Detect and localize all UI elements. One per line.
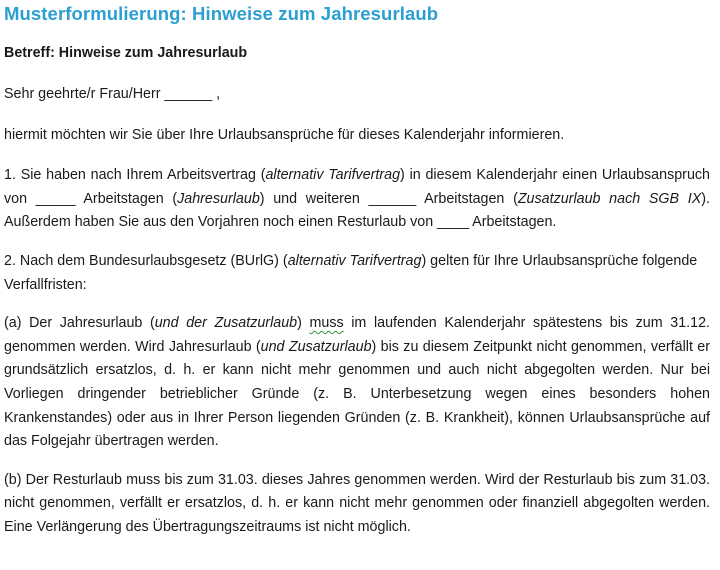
grammar-squiggle-muss: muss bbox=[309, 315, 344, 332]
intro-paragraph: hiermit möchten wir Sie über Ihre Urlaubsansprüche für dieses Kalenderjahr informieren. bbox=[4, 126, 565, 143]
paragraph-point-2 bbox=[4, 250, 710, 297]
sub-a-text-g: ) bis zu diesem Zeitpunkt nicht genommen, verfällt er grundsätzlich ersatzlos, d. h. er kann nicht mehr genommen und auch nicht abgegolten werden. Nur bei Vorliegen dringender betrieblicher Gründe (z. B. Unterbesetzung wegen eines besonders hohen Krankenstandes) oder aus in Ihrer Person liegenden Gründen (z. B. Krankheit), können Urlaubsansprüche auf das Folgejahr übertragen werden. bbox=[4, 338, 711, 450]
paragraph-sub-a bbox=[4, 312, 710, 454]
document-page bbox=[4, 0, 710, 540]
point-2-italic-contract: alternativ Tarifvertrag bbox=[287, 252, 422, 269]
sub-a-italic-additional-leave-2: und Zusatzurlaub bbox=[260, 338, 372, 355]
document-title: Musterformulierung: Hinweise zum Jahresurlaub bbox=[4, 3, 439, 24]
point-1-italic-contract: alternativ Tarifvertrag bbox=[265, 167, 401, 184]
sub-a-text-a: (a) Der Jahresurlaub ( bbox=[4, 315, 155, 332]
sub-a-text-c: ) bbox=[297, 315, 310, 332]
point-1-text-g: ). Außerdem haben Sie aus den Vorjahren noch einen Resturlaub von ____ Arbeitstagen. bbox=[4, 190, 710, 231]
paragraph-point-1 bbox=[4, 164, 710, 235]
point-1-text-c: ) in diesem Kalenderjahr einen Urlaubsanspruch von _____ Arbeitstagen ( bbox=[4, 167, 710, 207]
sub-a-text-e: im laufenden Kalenderjahr spätestens bis zum 31.12. genommen werden. Wird Jahresurlaub ( bbox=[4, 315, 711, 355]
sub-a-italic-additional-leave: und der Zusatzurlaub bbox=[154, 315, 298, 332]
subject-line: Betreff: Hinweise zum Jahresurlaub bbox=[4, 45, 248, 61]
point-1-text-a: 1. Sie haben nach Ihrem Arbeitsvertrag ( bbox=[4, 167, 266, 184]
point-2-text-a: 2. Nach dem Bundesurlaubsgesetz (BUrlG) ( bbox=[4, 252, 288, 269]
point-2-text-c: ) gelten für Ihre Urlaubsansprüche folgende Verfallfristen: bbox=[4, 252, 698, 293]
salutation: Sehr geehrte/r Frau/Herr ______ , bbox=[4, 86, 221, 102]
point-1-italic-annual-leave: Jahresurlaub bbox=[177, 190, 260, 207]
paragraph-sub-b: (b) Der Resturlaub muss bis zum 31.03. dieses Jahres genommen werden. Wird der Resturlaub bis zum 31.03. nicht genommen, verfällt er ersatzlos, d. h. er kann nicht mehr genommen oder finanziell abgegolten werden. Eine Verlängerung des Übertragungszeitraums ist nicht möglich. bbox=[4, 471, 710, 535]
point-1-italic-additional-leave: Zusatzurlaub nach SGB IX bbox=[517, 190, 702, 207]
point-1-text-e: ) und weiteren ______ Arbeitstagen ( bbox=[259, 190, 518, 207]
